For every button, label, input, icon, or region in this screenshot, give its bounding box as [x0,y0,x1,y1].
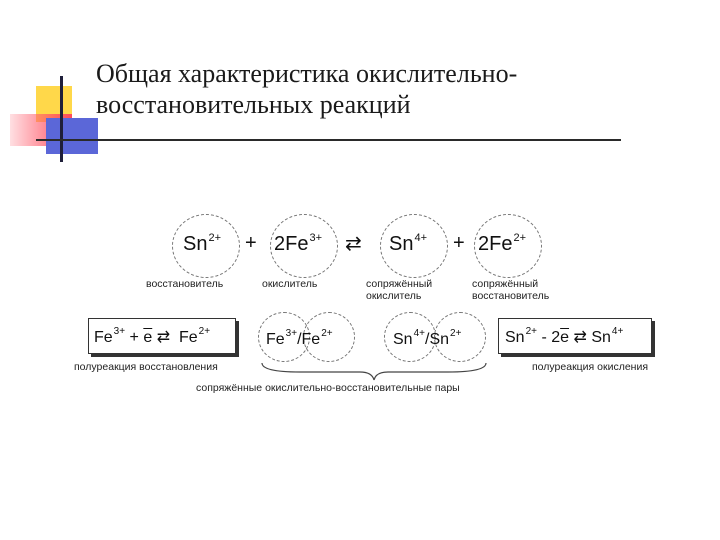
label-conj-oxidizer: сопряжённый окислитель [366,278,433,302]
species-fe2: $2Fe^{2+}$ [478,232,527,255]
pair-fe3-fe2: $Fe^{3+}/Fe^{2+}$ [266,328,333,348]
plus-sign: + [245,232,257,254]
oxidation-half-equation: $Sn^{2+} - 2\overline{e}$ ⇄ $Sn^{4+}$ [505,326,624,346]
label-conj-reducer: сопряжённый восстановитель [472,278,550,302]
equilibrium-arrow: ⇄ [345,233,362,255]
label-reduction-half: полуреакция восстановления [74,361,218,373]
plus-sign: + [453,232,465,254]
label-conjugate-pairs: сопряжённые окислительно-восстановительные пары [196,382,460,394]
species-sn2: $Sn^{2+}$ [183,232,222,255]
species-sn4: $Sn^{4+}$ [389,232,428,255]
label-oxidation-half: полуреакция окисления [532,361,649,373]
species-fe3: $2Fe^{3+}$ [274,232,323,255]
title-line-2: восстановительных реакций [96,90,411,119]
label-oxidizer: окислитель [262,278,318,290]
reduction-half-equation: $Fe^{3+} + \overline{e}$ ⇄ $Fe^{2+}$ [94,326,211,346]
pair-sn4-sn2: $Sn^{4+}/Sn^{2+}$ [393,328,462,348]
title-line-1: Общая характеристика окислительно- [96,59,518,88]
label-reducer: восстановитель [146,278,224,290]
